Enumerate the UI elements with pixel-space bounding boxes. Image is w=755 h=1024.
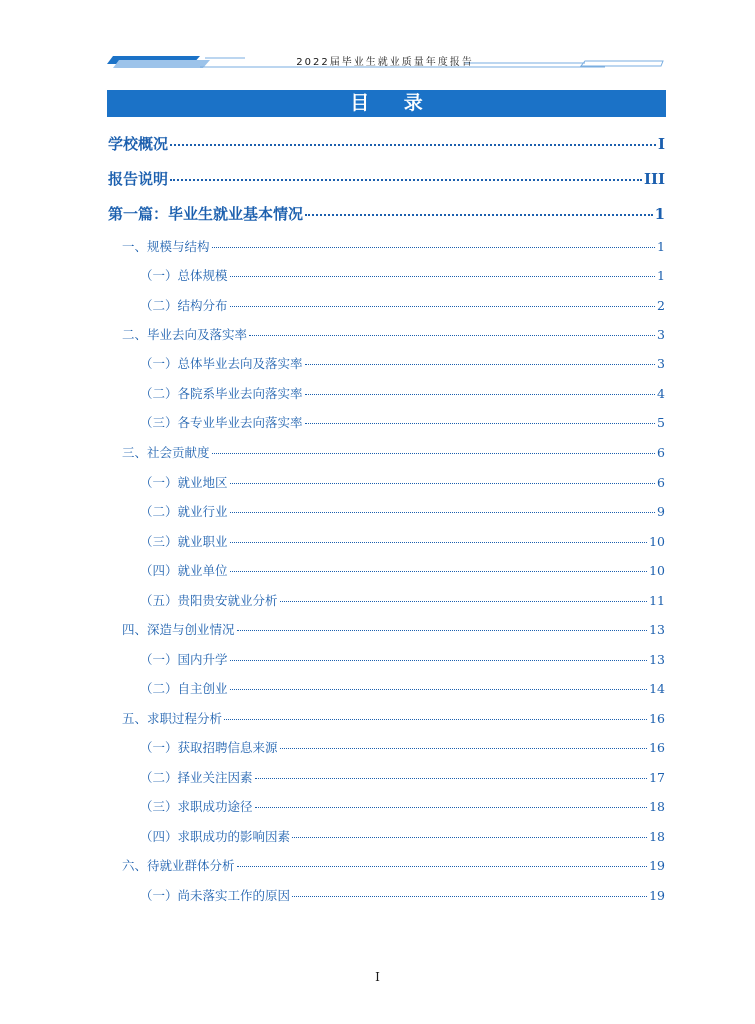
toc-entry-subsection[interactable]: [140, 768, 665, 786]
toc-entry-page: 19: [649, 858, 665, 873]
toc-entry-label: （二）择业关注因素: [140, 770, 253, 785]
toc-entry-page: 18: [649, 799, 665, 814]
toc-entry-subsection[interactable]: [140, 266, 665, 284]
toc-leader: [230, 660, 648, 661]
toc-entry-subsection[interactable]: [140, 827, 665, 845]
toc-leader: [230, 689, 648, 690]
toc-entry-label: （二）就业行业: [140, 504, 228, 519]
toc-leader: [305, 394, 656, 395]
toc-leader: [230, 276, 656, 277]
toc-leader: [280, 748, 648, 749]
toc-entry-page: 14: [649, 681, 665, 696]
toc-leader: [237, 630, 648, 631]
toc-entry-page: 17: [649, 770, 665, 785]
toc-entry-subsection[interactable]: [140, 650, 665, 668]
toc-entry-label: （三）就业职业: [140, 534, 228, 549]
toc-leader: [249, 335, 655, 336]
toc-leader: [230, 542, 648, 543]
toc-entry-report-notes[interactable]: [108, 168, 665, 190]
toc-entry-label: 学校概况: [108, 135, 169, 153]
toc-entry-subsection[interactable]: [140, 384, 665, 402]
toc-entry-subsection[interactable]: [140, 502, 665, 520]
toc-entry-subsection[interactable]: [140, 797, 665, 815]
toc-leader: [212, 247, 656, 248]
toc-entry-page: 6: [657, 475, 665, 490]
toc-entry-page: 18: [649, 829, 665, 844]
page-number: I: [375, 970, 380, 984]
toc-entry-section[interactable]: [122, 620, 665, 638]
toc-entry-page: I: [657, 135, 665, 153]
toc-entry-page: 13: [649, 622, 665, 637]
toc-entry-page: 16: [649, 740, 665, 755]
toc-entry-subsection[interactable]: [140, 413, 665, 431]
toc-entry-label: （二）结构分布: [140, 298, 228, 313]
toc-entry-label: （一）获取招聘信息来源: [140, 740, 278, 755]
toc-entry-subsection[interactable]: [140, 354, 665, 372]
toc-heading: 目 录: [107, 90, 666, 117]
toc-entry-label: 四、深造与创业情况: [122, 622, 235, 637]
toc-entry-page: 2: [657, 298, 665, 313]
report-title: 2022届毕业生就业质量年度报告: [296, 57, 474, 68]
toc-leader: [170, 144, 656, 146]
toc-leader: [230, 512, 656, 513]
toc-entry-label: （一）总体毕业去向及落实率: [140, 356, 303, 371]
toc-leader: [224, 719, 647, 720]
toc-entry-page: 10: [649, 534, 665, 549]
toc-entry-subsection[interactable]: [140, 473, 665, 491]
toc-entry-school-overview[interactable]: [108, 133, 665, 155]
toc-entry-label: （二）自主创业: [140, 681, 228, 696]
toc-leader: [255, 807, 648, 808]
toc-leader: [212, 453, 656, 454]
toc-leader: [237, 866, 648, 867]
toc-leader: [255, 778, 648, 779]
toc-entry-label: 五、求职过程分析: [122, 711, 223, 726]
toc-leader: [305, 423, 656, 424]
toc-entry-page: 19: [649, 888, 665, 903]
toc-entry-section[interactable]: [122, 443, 665, 461]
toc-entry-page: III: [643, 170, 665, 188]
toc-leader: [292, 837, 647, 838]
toc-entry-page: 1: [657, 268, 665, 283]
toc-entry-page: 3: [657, 356, 665, 371]
toc-entry-subsection[interactable]: [140, 679, 665, 697]
toc-entry-page: 16: [649, 711, 665, 726]
toc-entry-page: 5: [657, 415, 665, 430]
toc-entry-label: 三、社会贡献度: [122, 445, 210, 460]
toc-entry-page: 6: [657, 445, 665, 460]
toc-entry-page: 1: [654, 205, 665, 223]
toc-entry-page: 4: [657, 386, 665, 401]
toc-leader: [230, 306, 656, 307]
toc-entry-section[interactable]: [122, 325, 665, 343]
toc-entry-label: （二）各院系毕业去向落实率: [140, 386, 303, 401]
toc-leader: [292, 896, 647, 897]
toc-entry-label: （一）总体规模: [140, 268, 228, 283]
toc-leader: [230, 571, 648, 572]
toc-entry-label: （一）尚未落实工作的原因: [140, 888, 291, 903]
toc-entry-section[interactable]: [122, 709, 665, 727]
toc-entry-section[interactable]: [122, 856, 665, 874]
toc-entry-label: 六、待就业群体分析: [122, 858, 235, 873]
toc-entry-label: （五）贵阳贵安就业分析: [140, 593, 278, 608]
toc-entry-label: 报告说明: [108, 170, 169, 188]
toc-entry-subsection[interactable]: [140, 591, 665, 609]
toc-entry-label: （三）各专业毕业去向落实率: [140, 415, 303, 430]
toc-entry-label: （一）国内升学: [140, 652, 228, 667]
toc-entry-label: 二、毕业去向及落实率: [122, 327, 248, 342]
toc-entry-subsection[interactable]: [140, 561, 665, 579]
toc-entry-page: 10: [649, 563, 665, 578]
toc-entry-label: （四）求职成功的影响因素: [140, 829, 291, 844]
toc-entry-section[interactable]: [122, 237, 665, 255]
toc-leader: [280, 601, 648, 602]
toc-entry-subsection[interactable]: [140, 532, 665, 550]
toc-entry-label: 一、规模与结构: [122, 239, 210, 254]
toc-leader: [305, 364, 656, 365]
page-header: [105, 50, 665, 70]
toc-entry-label: （三）求职成功途径: [140, 799, 253, 814]
toc-leader: [305, 214, 653, 216]
toc-entry-label: 第一篇：毕业生就业基本情况: [108, 205, 304, 223]
toc-entry-page: 1: [657, 239, 665, 254]
toc-leader: [230, 483, 656, 484]
toc-leader: [170, 179, 642, 181]
toc-entry-page: 3: [657, 327, 665, 342]
toc-entry-page: 11: [649, 593, 665, 608]
toc-entry-page: 9: [657, 504, 665, 519]
toc-entry-page: 13: [649, 652, 665, 667]
toc-entry-part-one[interactable]: [108, 203, 665, 225]
toc-entry-label: （四）就业单位: [140, 563, 228, 578]
toc-entry-subsection[interactable]: [140, 886, 665, 904]
toc-entry-subsection[interactable]: [140, 296, 665, 314]
toc-entry-subsection[interactable]: [140, 738, 665, 756]
toc-entry-label: （一）就业地区: [140, 475, 228, 490]
